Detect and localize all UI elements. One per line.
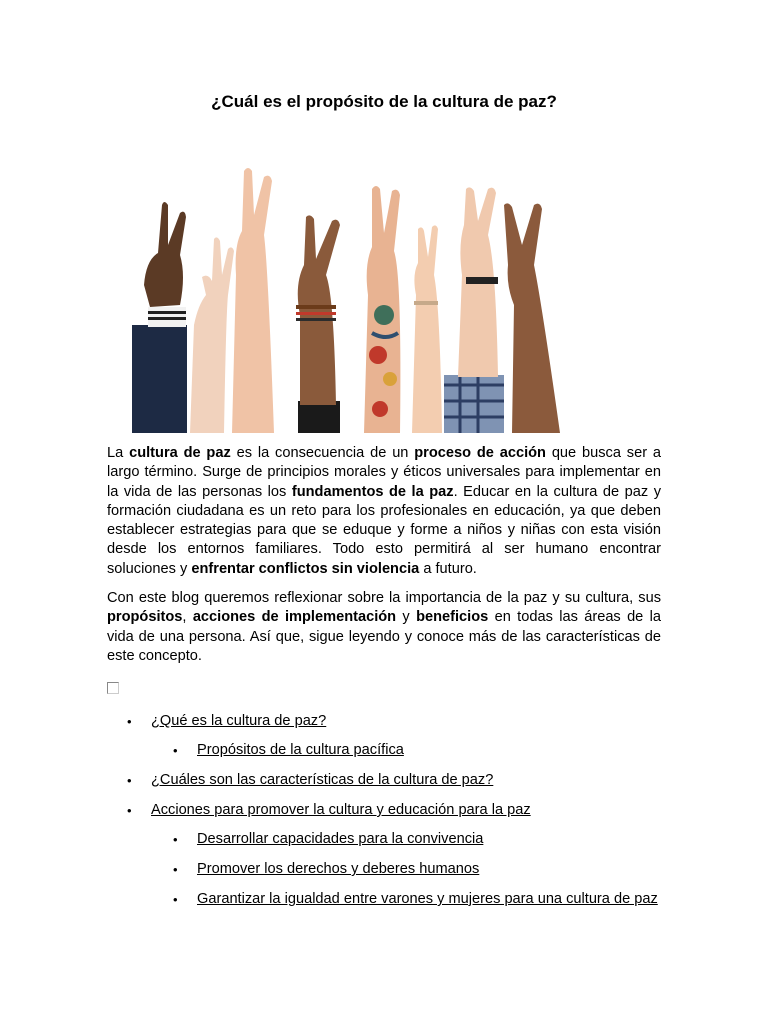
text-run: es la consecuencia de un bbox=[230, 445, 415, 461]
toc-item bbox=[127, 712, 661, 731]
toc-item bbox=[173, 860, 661, 879]
toc-link-que-es[interactable]: ¿Qué es la cultura de paz? bbox=[151, 713, 327, 729]
toc-link-capacidades[interactable]: Desarrollar capacidades para la convivencia bbox=[197, 831, 484, 847]
toc-link-derechos[interactable]: Promover los derechos y deberes humanos bbox=[197, 861, 480, 877]
hand-6 bbox=[412, 225, 442, 433]
hand-5 bbox=[364, 186, 400, 433]
text-run: , bbox=[182, 609, 193, 626]
text-run: en todas las áreas de la vida de una persona. Así que, sigue leyendo y conoce más de las características de este concepto. bbox=[107, 609, 662, 664]
hand-8 bbox=[504, 203, 560, 433]
text-run-bold: proceso de acción bbox=[414, 445, 546, 461]
text-run: que busca ser a largo término. Surge de principios morales y éticos universales para implementar en la vida de las personas los bbox=[107, 445, 662, 500]
bullet-icon: • bbox=[173, 743, 178, 758]
text-run-bold: propósitos bbox=[107, 609, 183, 626]
page-title: ¿Cuál es el propósito de la cultura de paz? bbox=[211, 92, 557, 111]
text-run-bold: cultura de paz bbox=[129, 445, 231, 461]
blog-purpose-paragraph bbox=[107, 589, 661, 666]
bullet-icon: • bbox=[127, 803, 132, 818]
intro-paragraph bbox=[107, 444, 661, 579]
toc-item bbox=[173, 741, 661, 760]
bullet-icon: • bbox=[127, 714, 132, 729]
bullet-icon: • bbox=[173, 862, 178, 877]
text-run-bold: beneficios bbox=[416, 609, 489, 626]
toc-checkbox[interactable] bbox=[107, 682, 119, 694]
text-run: y bbox=[396, 609, 417, 626]
text-run: La bbox=[107, 445, 130, 461]
toc-link-acciones[interactable]: Acciones para promover la cultura y educación para la paz bbox=[151, 802, 531, 818]
toc-item bbox=[173, 830, 661, 849]
text-run: . Educar en la cultura de paz y formación ciudadana es un reto para los profesionales en educación, ya que deben establecer estrategias para que se eduque y forme a niños y niñas con esta visión desde los entornos familiares. Todo esto permitirá al ser humano encontrar soluciones y bbox=[107, 483, 661, 577]
toc-item bbox=[173, 890, 661, 909]
hand-3 bbox=[232, 168, 274, 433]
hand-7 bbox=[444, 187, 504, 433]
peace-hands-image bbox=[128, 165, 566, 433]
toc-item bbox=[127, 771, 661, 790]
bullet-icon: • bbox=[127, 773, 132, 788]
hand-2 bbox=[190, 237, 234, 433]
toc-item bbox=[127, 801, 661, 820]
bullet-icon: • bbox=[173, 832, 178, 847]
hand-4 bbox=[296, 215, 340, 433]
hand-1 bbox=[132, 202, 187, 433]
text-run-bold: fundamentos de la paz bbox=[291, 483, 454, 500]
toc-link-propositos[interactable]: Propósitos de la cultura pacífica bbox=[197, 742, 404, 758]
text-run-bold: enfrentar conflictos sin violencia bbox=[191, 560, 420, 577]
text-run: Con este blog queremos reflexionar sobre la importancia de la paz y su cultura, sus bbox=[107, 590, 661, 606]
bullet-icon: • bbox=[173, 892, 178, 907]
toc-link-caracteristicas[interactable]: ¿Cuáles son las características de la cultura de paz? bbox=[151, 772, 494, 788]
text-run: a futuro. bbox=[419, 560, 477, 577]
toc-link-igualdad[interactable]: Garantizar la igualdad entre varones y mujeres para una cultura de paz bbox=[197, 891, 658, 907]
text-run-bold: acciones de implementación bbox=[192, 609, 397, 626]
